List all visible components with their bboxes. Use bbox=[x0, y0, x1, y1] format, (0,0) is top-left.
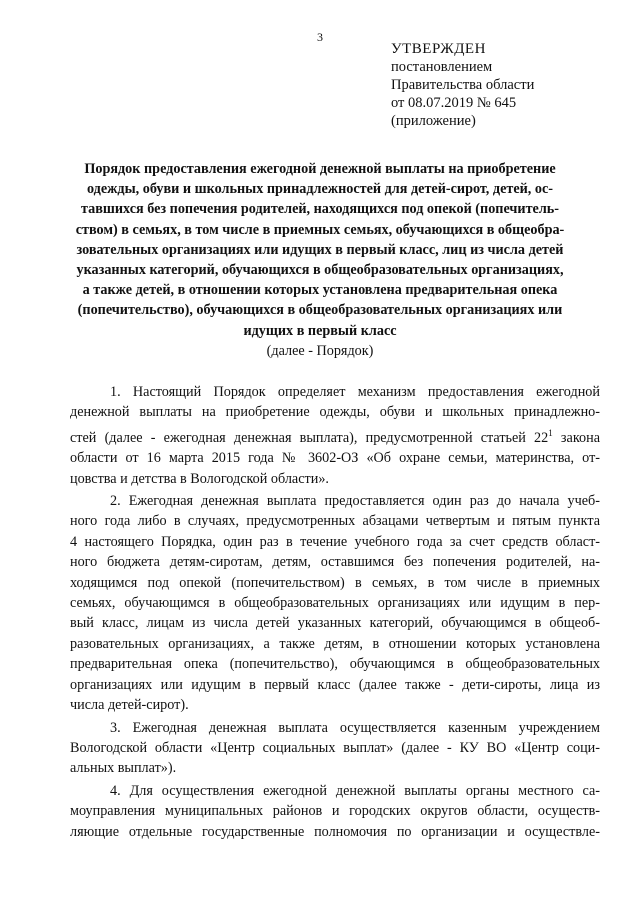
text-line: организациях или идущим в первый класс (далее также - дети-сироты, лица из bbox=[70, 676, 600, 693]
text-line: 1. Настоящий Порядок определяет механизм предоставления ежегодной bbox=[110, 384, 600, 400]
text-line: 4. Для осуществления ежегодной денежной выплаты органы местного са- bbox=[110, 782, 600, 799]
text-line: 2. Ежегодная денежная выплата предоставляется один раз до начала учеб- bbox=[110, 493, 600, 510]
approval-line: от 08.07.2019 № 645 bbox=[391, 95, 517, 111]
text-line: разовательных организациях, а также детям, в отношении которых установлена bbox=[70, 635, 600, 652]
text-line: денежной выплаты на приобретение одежды, обуви и школьных принадлежно- bbox=[70, 404, 600, 421]
text-line: ного года либо в случаях, предусмотренных абзацами четвертым и пятым пункта bbox=[70, 513, 600, 530]
superscript: 1 bbox=[548, 427, 553, 438]
title-line: зовательных организациях или идущих в первый класс, лиц из числа детей bbox=[76, 241, 564, 258]
text-line: моуправления муниципальных районов и городских округов области, осуществ- bbox=[70, 803, 600, 820]
paragraph-1 bbox=[70, 382, 600, 489]
title-line: Порядок предоставления ежегодной денежной выплаты на приобретение bbox=[84, 161, 556, 177]
document-body bbox=[70, 382, 600, 844]
approval-line: постановлением bbox=[391, 59, 493, 75]
text-line: области от 16 марта 2015 года № 3602-ОЗ «Об охране семьи, материнства, от- bbox=[70, 450, 600, 467]
text-line: цовства и детства в Вологодской области». bbox=[70, 470, 329, 487]
title-line: а также детей, в отношении которых установлена предварительная опека bbox=[82, 282, 558, 299]
text-line: ходящимся под опекой (попечительством) в семьях, в том числе в приемных bbox=[70, 574, 600, 591]
approval-stamp bbox=[391, 40, 631, 130]
text-line bbox=[70, 423, 600, 448]
text-line: семьях, обучающимся в общеобразовательных организациях или идущим в пер- bbox=[70, 595, 600, 612]
paragraph-3 bbox=[70, 718, 600, 779]
document-title bbox=[60, 159, 580, 361]
title-line: ством) в семьях, в том числе в приемных семьях, обучающихся в общеобра- bbox=[75, 221, 565, 238]
text-line: ляющие отдельные государственные полномочия по организации и осуществле- bbox=[70, 823, 600, 840]
text-line: ного бюджета детям-сиротам, детям, оставшимся без попечения родителей, на- bbox=[70, 554, 600, 571]
text-line: 3. Ежегодная денежная выплата осуществляется казенным учреждением bbox=[110, 719, 600, 736]
title-line: идущих в первый класс bbox=[243, 322, 397, 339]
approval-line: Правительства области bbox=[391, 77, 535, 93]
approval-line: (приложение) bbox=[391, 113, 476, 129]
text-line: предварительная опека (попечительство), обучающимся в общеобразовательных bbox=[70, 656, 600, 673]
title-line: тавшихся без попечения родителей, находящихся под опекой (попечитель- bbox=[80, 201, 560, 218]
title-line: (попечительство), обучающихся в общеобразовательных организациях или bbox=[77, 302, 563, 319]
paragraph-2 bbox=[70, 491, 600, 715]
text-line: числа детей-сирот). bbox=[70, 697, 189, 714]
text-fragment: стей (далее - ежегодная денежная выплата), предусмотренной статьей 22 bbox=[70, 429, 549, 446]
title-subtitle: (далее - Порядок) bbox=[266, 342, 374, 359]
text-line: вый класс, лицам из числа детей указанных категорий, обучающимся в общеоб- bbox=[70, 615, 600, 632]
text-line: Вологодской области «Центр социальных выплат» (далее - КУ ВО «Центр соци- bbox=[70, 739, 600, 756]
approval-title: УТВЕРЖДЕН bbox=[391, 41, 486, 57]
title-line: одежды, обуви и школьных принадлежностей для детей-сирот, детей, ос- bbox=[86, 181, 554, 198]
page-number: 3 bbox=[317, 30, 323, 44]
paragraph-4 bbox=[70, 781, 600, 842]
text-line: 4 настоящего Порядка, один раз в течение учебного года за счет средств област- bbox=[70, 533, 600, 550]
title-line: указанных категорий, обучающихся в общеобразовательных организациях, bbox=[76, 262, 564, 279]
text-fragment: закона bbox=[552, 429, 600, 446]
text-line: альных выплат»). bbox=[70, 760, 177, 777]
